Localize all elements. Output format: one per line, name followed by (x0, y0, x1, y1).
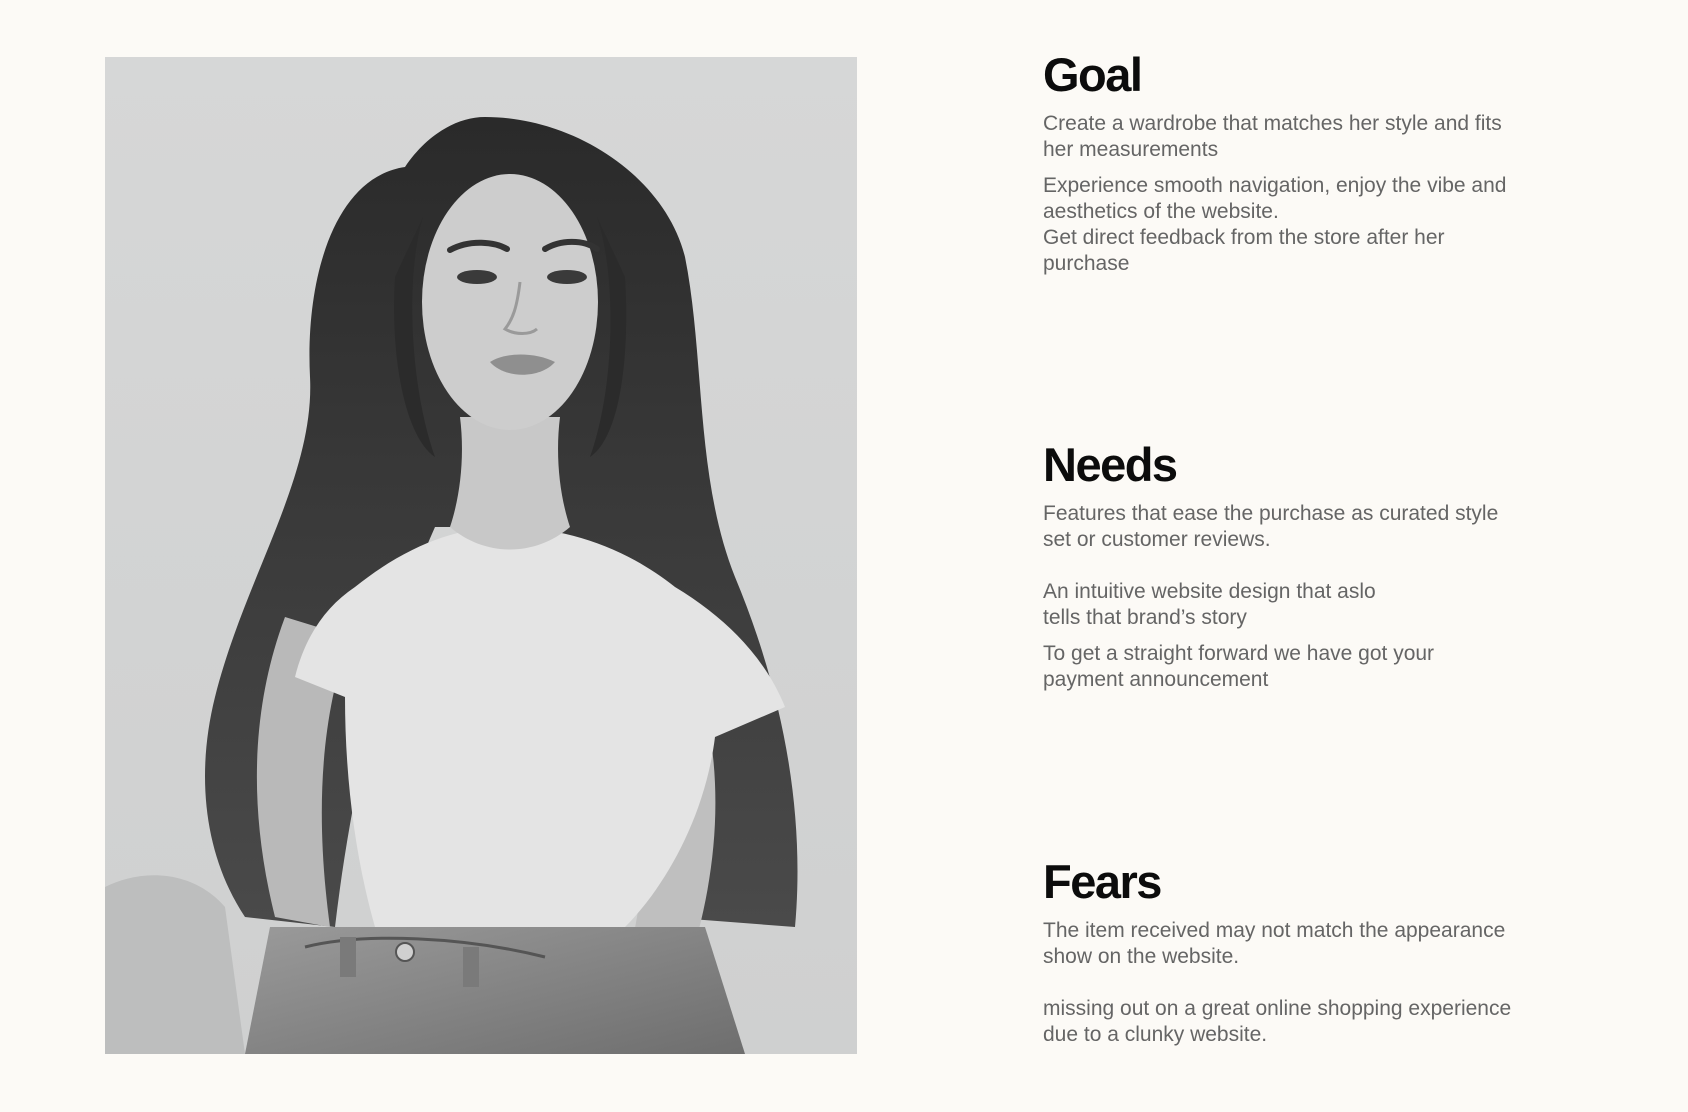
goal-section (1043, 48, 1563, 277)
persona-photo (105, 57, 857, 1054)
fears-heading: Fears (1043, 855, 1161, 908)
needs-section (1043, 438, 1563, 693)
needs-paragraph-2: An intuitive website design that aslo tells that brand’s story (1043, 580, 1376, 629)
needs-paragraph-3: To get a straight forward we have got your payment announcement (1043, 642, 1435, 691)
fears-section (1043, 855, 1563, 1048)
fears-paragraph-1: The item received may not match the appearance show on the website. (1043, 919, 1506, 968)
fears-paragraph-2: missing out on a great online shopping experience due to a clunky website. (1043, 997, 1512, 1046)
needs-heading: Needs (1043, 438, 1177, 491)
needs-paragraph-1: Features that ease the purchase as curated style set or customer reviews. (1043, 502, 1499, 551)
goal-paragraph-2: Experience smooth navigation, enjoy the vibe and aesthetics of the website. Get direct feedback from the store after her purchase (1043, 174, 1507, 275)
goal-paragraph-1: Create a wardrobe that matches her style and fits her measurements (1043, 112, 1502, 161)
goal-heading: Goal (1043, 48, 1142, 101)
